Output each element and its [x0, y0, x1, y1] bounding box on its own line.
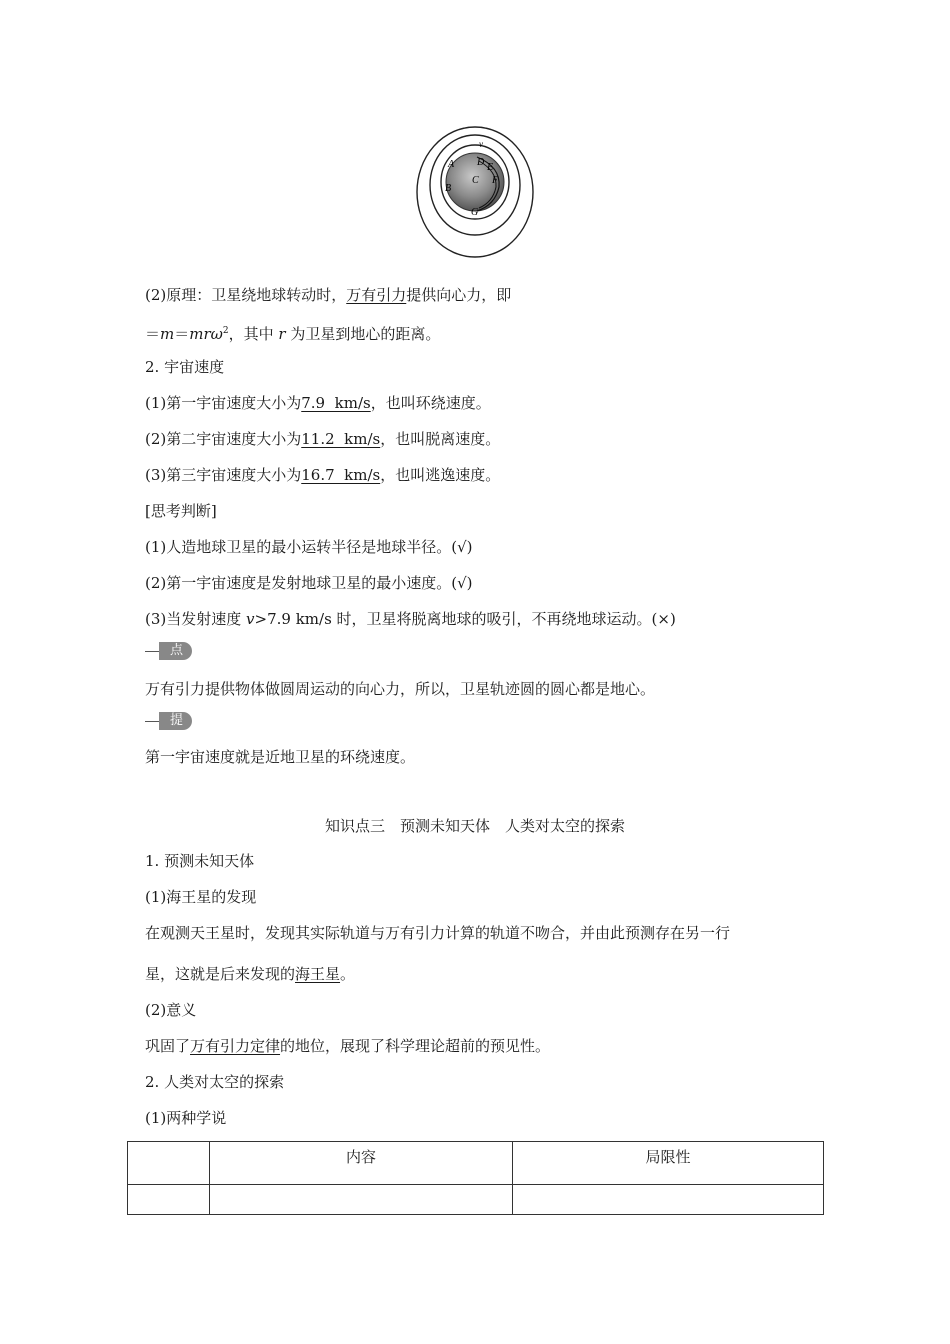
principle-blank: 万有引力 — [346, 286, 407, 304]
section-heading: 知识点三 预测未知天体 人类对太空的探索 — [324, 817, 625, 835]
table-header-limitation: 局限性 — [513, 1142, 824, 1185]
cosmic-item-1 — [145, 392, 491, 414]
para1-prefix: 星，这就是后来发现的 — [145, 965, 296, 983]
para1-suffix: 。 — [340, 965, 356, 983]
cosmic-title: 2. 宇宙速度 — [145, 358, 225, 376]
principle-suffix: 提供向心力，即 — [406, 286, 512, 304]
cosmic-item-2-value: 11.2 km/s — [301, 430, 381, 448]
judge-item-3-suffix: >7.9 km/s 时，卫星将脱离地球的吸引，不再绕地球运动。(×) — [254, 610, 676, 628]
cosmic-item-2-prefix: (2)第二宇宙速度大小为 — [145, 430, 302, 448]
diagram-label-a: A — [448, 159, 455, 170]
table-cell — [513, 1185, 824, 1215]
diagram-label-v: v — [479, 139, 483, 149]
judge-title: [思考判断] — [145, 502, 217, 520]
tip-badge-dash — [145, 721, 159, 722]
cosmic-item-2-suffix: ，也叫脱离速度。 — [380, 430, 501, 448]
cosmic-item-3-suffix: ，也叫逃逸速度。 — [380, 466, 501, 484]
formula-m: m — [160, 325, 175, 343]
cosmic-item-1-value: 7.9 km/s — [301, 394, 371, 412]
formula-prefix: ＝ — [145, 325, 161, 343]
table-row — [128, 1185, 824, 1215]
cosmic-item-3 — [145, 464, 500, 486]
cosmic-item-2 — [145, 428, 500, 450]
sub1-2-title: (2)意义 — [145, 1001, 197, 1019]
formula-line — [145, 320, 440, 345]
formula-omega: ω — [210, 325, 223, 343]
sub2-1-title: (1)两种学说 — [145, 1109, 227, 1127]
judge-item-2: (2)第一宇宙速度是发射地球卫星的最小速度。(√) — [145, 574, 473, 592]
cosmic-item-1-suffix: ，也叫环绕速度。 — [370, 394, 491, 412]
diagram-label-d: D — [477, 157, 485, 168]
cosmic-item-3-value: 16.7 km/s — [301, 466, 381, 484]
diagram-label-c: C — [472, 175, 479, 186]
diagram-label-e: E — [487, 162, 494, 173]
para2 — [145, 1035, 550, 1057]
table-cell — [128, 1185, 210, 1215]
sub2-title: 2. 人类对太空的探索 — [145, 1073, 285, 1091]
diagram-label-g: G — [471, 207, 479, 218]
formula-mr: mr — [189, 325, 211, 343]
para1-blank: 海王星 — [295, 965, 341, 983]
table-header-content: 内容 — [210, 1142, 513, 1185]
tip-badge-label: 点拨 — [159, 642, 192, 660]
diagram-label-f: F — [492, 175, 499, 186]
para2-suffix: 的地位，展现了科学理论超前的预见性。 — [280, 1037, 551, 1055]
para1-line2 — [145, 963, 355, 985]
judge-item-1: (1)人造地球卫星的最小运转半径是地球半径。(√) — [145, 538, 473, 556]
table-cell — [210, 1185, 513, 1215]
table-header-row — [128, 1142, 824, 1185]
formula-r: r — [278, 325, 286, 343]
cosmic-item-3-prefix: (3)第三宇宙速度大小为 — [145, 466, 302, 484]
cosmic-item-1-prefix: (1)第一宇宙速度大小为 — [145, 394, 302, 412]
diagram-label-b: B — [445, 183, 452, 194]
sub1-title: 1. 预测未知天体 — [145, 852, 255, 870]
formula-eq: ＝ — [174, 325, 190, 343]
formula-end: 为卫星到地心的距离。 — [285, 325, 441, 343]
principle-text: (2)原理：卫星绕地球转动时， — [145, 286, 347, 304]
tip-badge-dash — [145, 651, 159, 652]
tip2-text: 第一宇宙速度就是近地卫星的环绕速度。 — [145, 748, 416, 766]
para2-blank: 万有引力定律 — [190, 1037, 281, 1055]
principle-line — [145, 284, 511, 306]
para2-prefix: 巩固了 — [145, 1037, 191, 1055]
para1-line1: 在观测天王星时，发现其实际轨道与万有引力计算的轨道不吻合，并由此预测存在另一行 — [145, 924, 731, 942]
judge-item-3-prefix: (3)当发射速度 — [145, 610, 247, 628]
sub1-1-title: (1)海王星的发现 — [145, 888, 257, 906]
theories-table — [127, 1141, 824, 1215]
table-header-empty — [128, 1142, 210, 1185]
tip-badge-label: 提醒 — [159, 712, 192, 730]
formula-suffix: ，其中 — [228, 325, 279, 343]
judge-item-3-v: v — [246, 610, 255, 628]
orbit-diagram — [415, 125, 535, 260]
judge-item-3 — [145, 608, 676, 630]
formula-exponent: 2 — [222, 326, 229, 336]
tip1-text: 万有引力提供物体做圆周运动的向心力，所以，卫星轨迹圆的圆心都是地心。 — [145, 680, 656, 698]
